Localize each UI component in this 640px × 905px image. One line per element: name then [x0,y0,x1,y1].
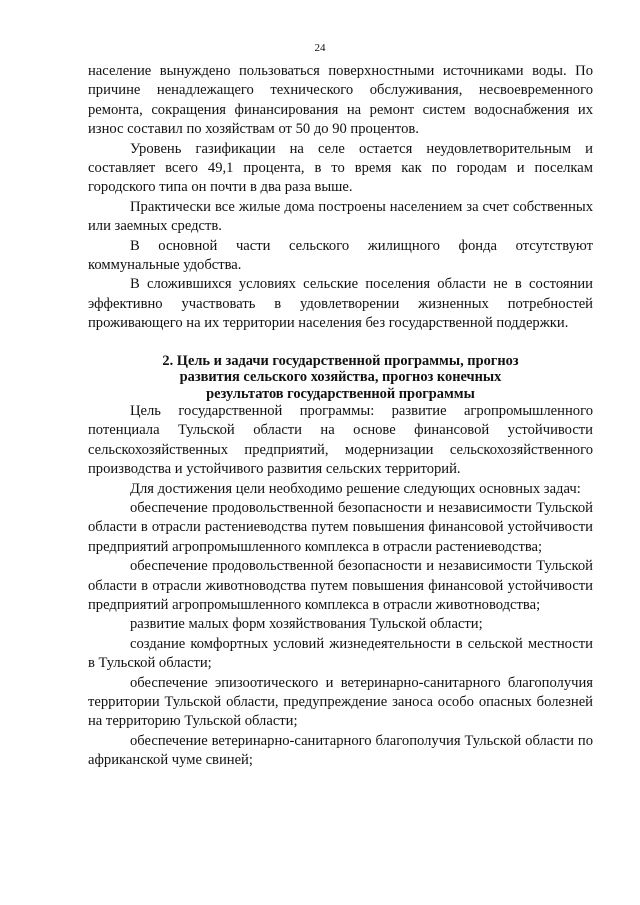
paragraph: Уровень газификации на селе остается неудовлетворительным и составляет всего 49,1 процента, в то время как по городам и поселкам городского типа он почти в два раза выше. [88,140,593,196]
task-item: обеспечение продовольственной безопасности и независимости Тульской области в отрасли животноводства путем повышения финансовой устойчивости предприятий агропромышленного комплекса в отрасли животноводства; [88,558,593,613]
task-item: обеспечение ветеринарно-санитарного благополучия Тульской области по африканской чуме свиней; [88,732,593,769]
section-heading [88,353,593,402]
task-item: развитие малых форм хозяйствования Тульской области; [130,616,483,633]
task-item: создание комфортных условий жизнедеятельности в сельской местности в Тульской области; [88,635,593,672]
document-body [88,62,593,771]
task-item: обеспечение эпизоотического и ветеринарно-санитарного благополучия территории Тульской области, предупреждение заноса особо опасных болезней на территорию Тульской области; [88,674,593,730]
section-heading-line: результатов государственной программы [206,385,475,402]
paragraph: Для достижения цели необходимо решение следующих основных задач: [130,480,581,497]
paragraph: Цель государственной программы: развитие агропромышленного потенциала Тульской области на основе финансовой устойчивости сельскохозяйственных предприятий, модернизации сельскохозяйственного производства и устойчивого развития сельских территорий. [88,402,593,478]
section-heading-line: 2. Цель и задачи государственной программы, прогноз [162,352,519,369]
paragraph: В основной части сельского жилищного фонда отсутствуют коммунальные удобства. [88,237,593,274]
section-heading-line: развития сельского хозяйства, прогноз конечных [179,369,502,386]
task-item: обеспечение продовольственной безопасности и независимости Тульской области в отрасли растениеводства путем повышения финансовой устойчивости предприятий агропромышленного комплекса в отрасли растениеводства; [88,499,593,555]
paragraph: Практически все жилые дома построены населением за счет собственных или заемных средств. [88,198,593,235]
paragraph: население вынуждено пользоваться поверхностными источниками воды. По причине ненадлежащего технического обслуживания, несвоевременного ремонта, сокращения финансирования на ремонт систем водоснабжения их износ составил по хозяйствам от 50 до 90 процентов. [88,63,593,138]
paragraph: В сложившихся условиях сельские поселения области не в состоянии эффективно участвовать в удовлетворении жизненных потребностей проживающего на их территории населения без государственной поддержки. [88,276,593,332]
page-number: 24 [314,42,326,54]
